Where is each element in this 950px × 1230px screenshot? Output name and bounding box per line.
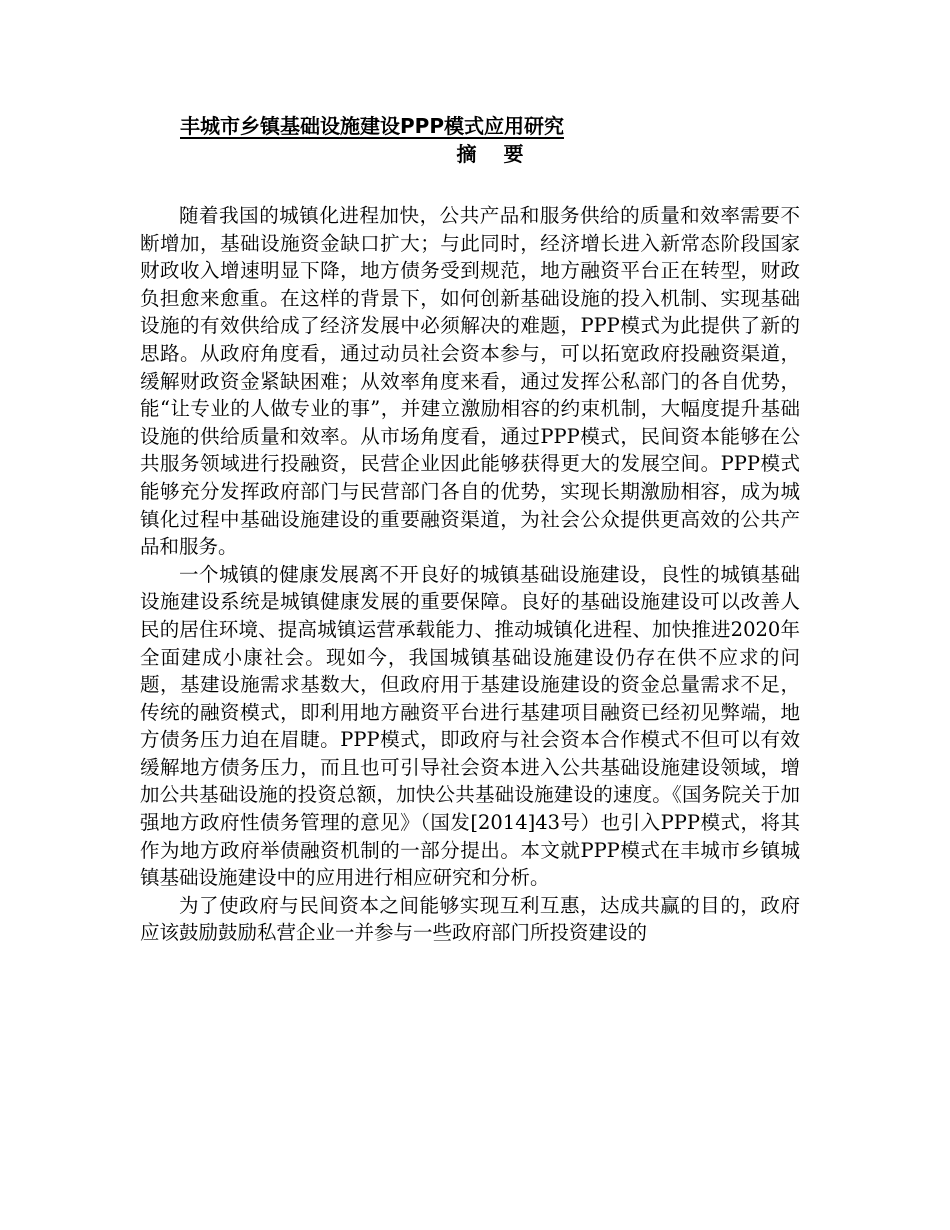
abstract-heading: 摘 要 bbox=[456, 142, 534, 166]
abstract-paragraph: 一个城镇的健康发展离不开良好的城镇基础设施建设，良性的城镇基础设施建设系统是城镇健康发展的重要保障。良好的基础设施建设可以改善人民的居住环境、提高城镇运营承载能力、推动城镇化进程、加快推进2020年全面建成小康社会。现如今，我国城镇基础设施建设仍存在供不应求的问题，基建设施需求基数大，但政府用于基建设施建设的资金总量需求不足，传统的融资模式，即利用地方融资平台进行基建项目融资已经初见弊端，地方债务压力迫在眉睫。PPP模式，即政府与社会资本合作模式不但可以有效缓解地方债务压力，而且也可引导社会资本进入公共基础设施建设领域，增加公共基础设施的投资总额，加快公共基础设施建设的速度。《国务院关于加强地方政府性债务管理的意见》（国发[2014]43号）也引入PPP模式，将其作为地方政府举债融资机制的一部分提出。本文就PPP模式在丰城市乡镇城镇基础设施建设中的应用进行相应研究和分析。 bbox=[140, 562, 800, 890]
abstract-body bbox=[140, 202, 800, 947]
abstract-paragraph: 随着我国的城镇化进程加快，公共产品和服务供给的质量和效率需要不断增加，基础设施资金缺口扩大；与此同时，经济增长进入新常态阶段国家财政收入增速明显下降，地方债务受到规范，地方融资平台正在转型，财政负担愈来愈重。在这样的背景下，如何创新基础设施的投入机制、实现基础设施的有效供给成了经济发展中必须解决的难题，PPP模式为此提供了新的思路。从政府角度看，通过动员社会资本参与，可以拓宽政府投融资渠道，缓解财政资金紧缺困难；从效率角度来看，通过发挥公私部门的各自优势，能“让专业的人做专业的事”，并建立激励相容的约束机制，大幅度提升基础设施的供给质量和效率。从市场角度看，通过PPP模式，民间资本能够在公共服务领域进行投融资，民营企业因此能够获得更大的发展空间。PPP模式能够充分发挥政府部门与民营部门各自的优势，实现长期激励相容，成为城镇化过程中基础设施建设的重要融资渠道，为社会公众提供更高效的公共产品和服务。 bbox=[140, 204, 800, 559]
document-title: 丰城市乡镇基础设施建设PPP模式应用研究 bbox=[180, 114, 564, 138]
abstract-paragraph: 为了使政府与民间资本之间能够实现互利互惠，达成共赢的目的，政府应该鼓励鼓励私营企业一并参与一些政府部门所投资建设的 bbox=[140, 893, 800, 945]
